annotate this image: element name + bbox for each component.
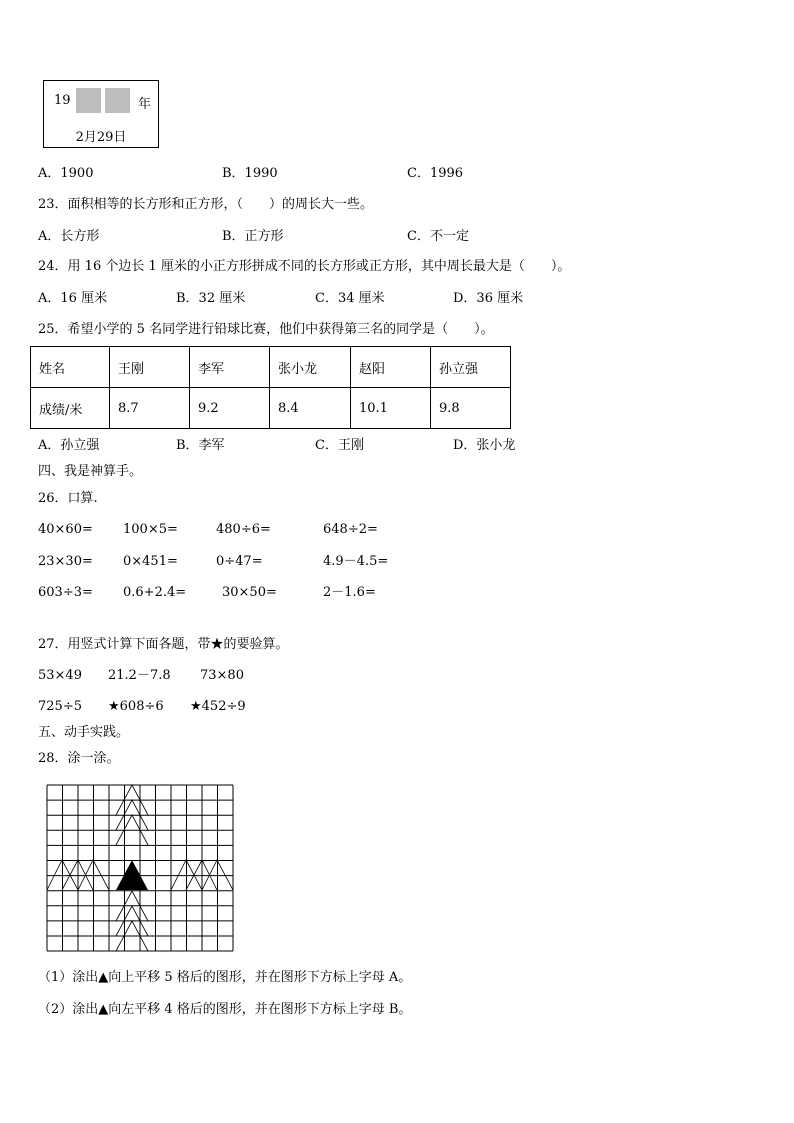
- table-cell: 李军: [190, 347, 270, 388]
- calc-item: 21.2－7.8: [108, 668, 171, 683]
- calendar-box: [43, 80, 159, 148]
- calc-item: 2－1.6=: [323, 585, 376, 600]
- q28-sub2: （2）涂出▲向左平移 4 格后的图形，并在图形下方标上字母 B。: [38, 1002, 412, 1017]
- table-cell: 孙立强: [431, 347, 511, 388]
- q24-option-a[interactable]: A．16 厘米: [38, 291, 108, 306]
- q28-stem: 28．涂一涂。: [38, 751, 120, 766]
- calc-item: 30×50=: [222, 585, 277, 600]
- calc-item: 73×80: [200, 668, 244, 683]
- calc-item: 648÷2=: [323, 522, 378, 537]
- q24-option-d[interactable]: D．36 厘米: [453, 291, 524, 306]
- q27-stem: 27．用竖式计算下面各题，带★的要验算。: [38, 637, 289, 652]
- calc-item: 603÷3=: [38, 585, 93, 600]
- calc-item: 725÷5: [38, 699, 82, 714]
- q24-option-c[interactable]: C．34 厘米: [315, 291, 385, 306]
- table-row: [31, 347, 511, 388]
- q24-option-b[interactable]: B．32 厘米: [176, 291, 246, 306]
- q23-option-a[interactable]: A．长方形: [38, 229, 100, 244]
- grid-lines: [47, 785, 233, 951]
- calc-item: 4.9－4.5=: [323, 554, 389, 569]
- calendar-year-suffix: 年: [138, 97, 152, 112]
- q25-option-d[interactable]: D．张小龙: [453, 438, 516, 453]
- table-cell: 8.4: [270, 388, 351, 429]
- calc-item: 40×60=: [38, 522, 93, 537]
- q22-option-c[interactable]: C．1996: [407, 166, 464, 181]
- score-table: [30, 346, 511, 429]
- q24-stem: 24．用 16 个边长 1 厘米的小正方形拼成不同的长方形或正方形，其中周长最大是（ ）。: [38, 259, 571, 274]
- calc-item: 480÷6=: [216, 522, 271, 537]
- calc-item: 0÷47=: [216, 554, 263, 569]
- calc-item: 23×30=: [38, 554, 93, 569]
- q23-stem: 23．面积相等的长方形和正方形，（ ）的周长大一些。: [38, 197, 374, 212]
- q22-option-b[interactable]: B．1990: [222, 166, 278, 181]
- calc-item: 0.6+2.4=: [123, 585, 187, 600]
- filled-triangle-shape: [116, 860, 148, 890]
- table-cell: 9.8: [431, 388, 511, 429]
- calendar-date: 2月29日: [75, 130, 127, 145]
- calc-item: 53×49: [38, 668, 82, 683]
- calc-item: 100×5=: [123, 522, 178, 537]
- table-cell: 王刚: [110, 347, 190, 388]
- table-cell: 姓名: [31, 347, 110, 388]
- table-cell: 8.7: [110, 388, 190, 429]
- table-cell: 赵阳: [351, 347, 431, 388]
- q25-stem: 25．希望小学的 5 名同学进行铅球比赛，他们中获得第三名的同学是（ ）。: [38, 322, 494, 337]
- q23-option-c[interactable]: C．不一定: [407, 229, 469, 244]
- table-row: [31, 388, 511, 429]
- q25-option-a[interactable]: A．孙立强: [38, 438, 100, 453]
- q25-option-c[interactable]: C．王刚: [315, 438, 364, 453]
- q26-stem: 26．口算.: [38, 491, 98, 506]
- hidden-digit-box: [76, 88, 101, 113]
- calendar-year-prefix: 19: [54, 93, 71, 108]
- q22-option-a[interactable]: A．1900: [38, 166, 94, 181]
- section-heading-5: 五、动手实践。: [38, 725, 130, 740]
- q28-sub1: （1）涂出▲向上平移 5 格后的图形，并在图形下方标上字母 A。: [38, 970, 412, 985]
- calc-item: ★452÷9: [190, 699, 246, 714]
- table-cell: 张小龙: [270, 347, 351, 388]
- section-heading-4: 四、我是神算手。: [38, 464, 143, 479]
- calc-item: 0×451=: [123, 554, 178, 569]
- grid-figure[interactable]: [46, 784, 235, 952]
- hidden-digit-box: [105, 88, 130, 113]
- q25-option-b[interactable]: B．李军: [176, 438, 225, 453]
- calc-item: ★608÷6: [108, 699, 164, 714]
- table-cell: 9.2: [190, 388, 270, 429]
- table-cell: 成绩/米: [31, 388, 110, 429]
- q23-option-b[interactable]: B．正方形: [222, 229, 284, 244]
- table-cell: 10.1: [351, 388, 431, 429]
